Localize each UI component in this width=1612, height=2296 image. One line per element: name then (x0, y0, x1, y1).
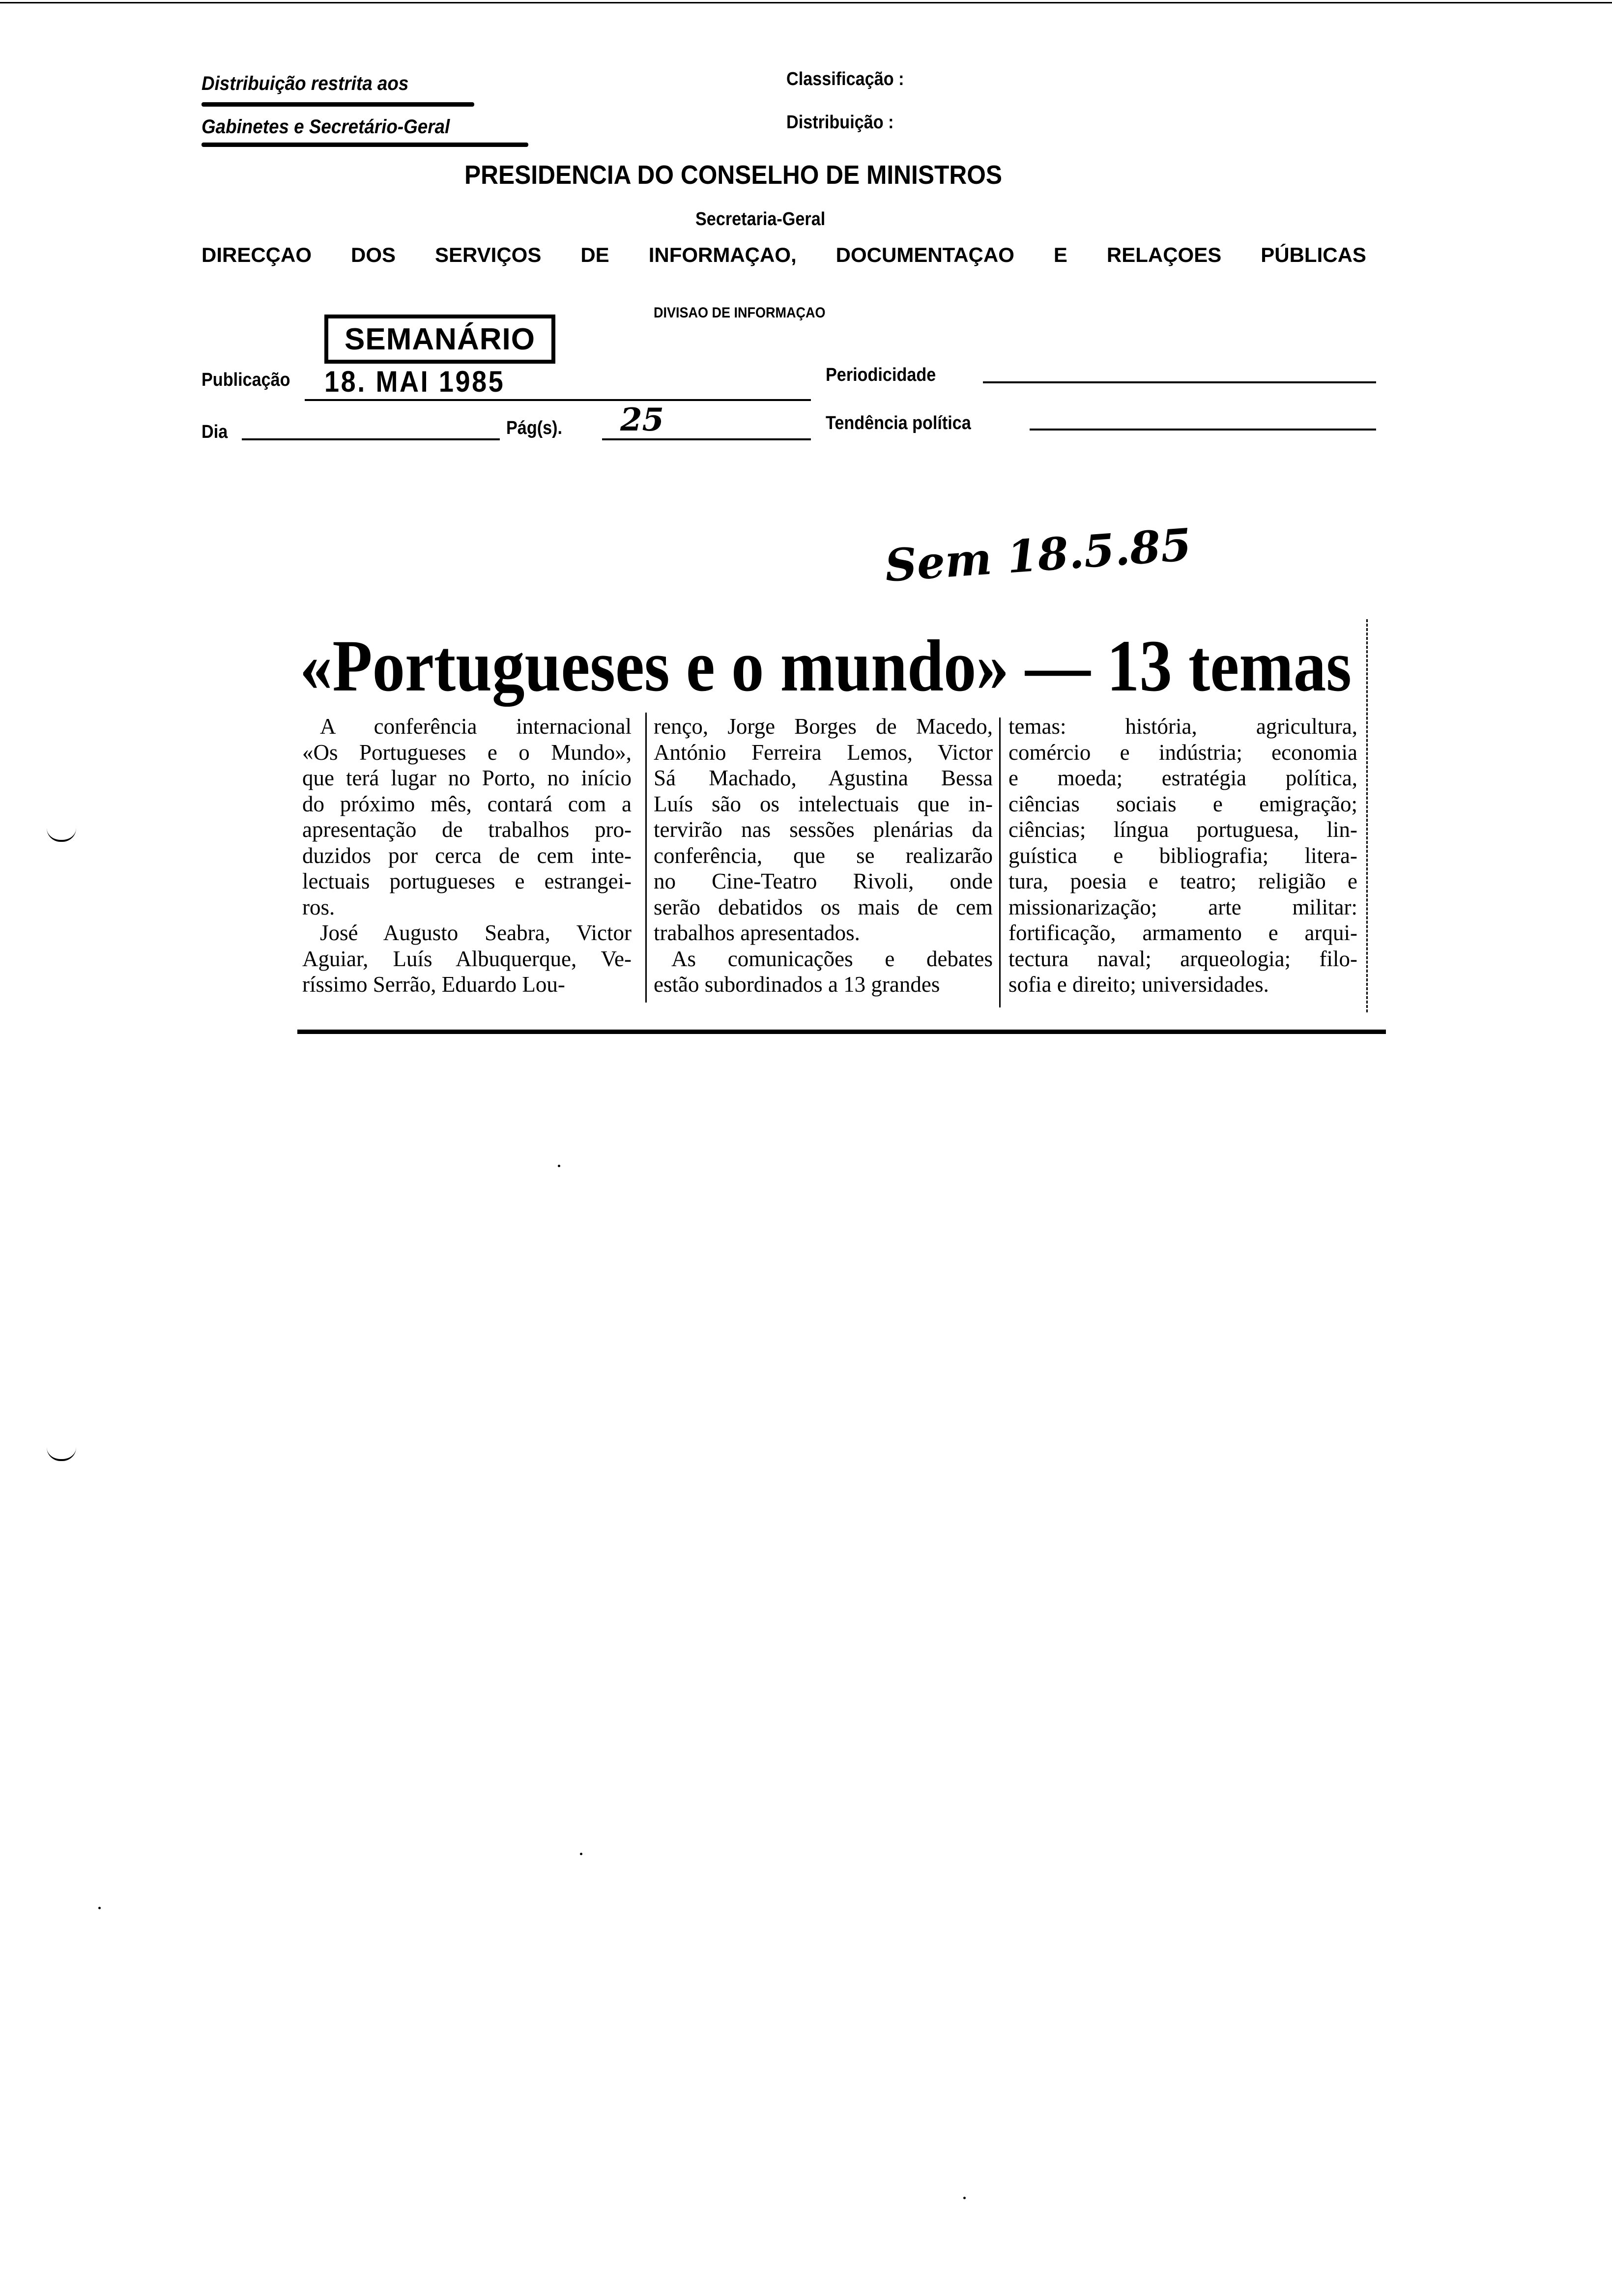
restriction-underline-2 (202, 143, 528, 147)
directorate-title (202, 243, 1366, 267)
directorate-word: DE (580, 243, 609, 266)
tendencia-field-line (1030, 429, 1376, 430)
article-line: ríssimo Serrão, Eduardo Lou- (302, 972, 565, 997)
article-line: guística e bibliografia; litera- (1008, 843, 1357, 868)
article-line: temas: história, agricultura, (1008, 714, 1357, 739)
article-line: Aguiar, Luís Albuquerque, Ve- (302, 946, 632, 971)
article-line: tura, poesia e teatro; religião e (1008, 869, 1357, 893)
scan-speck (963, 2197, 966, 2199)
pags-handwritten-value: 25 (620, 402, 664, 438)
organization-title: PRESIDENCIA DO CONSELHO DE MINISTROS (464, 160, 1002, 190)
article-line: José Augusto Seabra, Victor (320, 920, 632, 945)
date-stamp: 18. MAI 1985 (324, 365, 505, 398)
article-column-2 (654, 714, 993, 998)
article-line: apresentação de trabalhos pro- (302, 817, 632, 842)
restriction-underline-1 (202, 102, 474, 107)
article-bottom-rule (297, 1030, 1386, 1034)
article-column-1 (302, 714, 632, 998)
article-line: ciências sociais e emigração; (1008, 791, 1357, 816)
directorate-word: DOS (351, 243, 396, 266)
department-title: Secretaria-Geral (695, 209, 826, 230)
column-divider-2 (999, 718, 1001, 1007)
restriction-line-2: Gabinetes e Secretário-Geral (202, 116, 450, 138)
article-headline: «Portugueses e o mundo» — 13 temas (300, 625, 1352, 707)
dia-label: Dia (202, 422, 228, 442)
scan-speck (558, 1165, 560, 1167)
article-line: missionarização; arte militar: (1008, 894, 1357, 919)
article-line: no Cine-Teatro Rivoli, onde (654, 869, 993, 893)
article-column-3 (1008, 714, 1357, 998)
article-line: conferência, que se realizarão (654, 843, 993, 868)
scan-speck (580, 1853, 582, 1855)
article-line: António Ferreira Lemos, Victor (654, 740, 993, 765)
periodicidade-label: Periodicidade (826, 365, 936, 385)
article-line: lectuais portugueses e estrangei- (302, 869, 632, 893)
article-line: ros. (302, 894, 335, 919)
article-line: tervirão nas sessões plenárias da (654, 817, 993, 842)
punch-hole-mark (47, 828, 76, 842)
article-line: e moeda; estratégia política, (1008, 766, 1357, 790)
article-line: Luís são os intelectuais que in- (654, 791, 993, 816)
column-divider-1 (645, 713, 647, 1003)
directorate-word: PÚBLICAS (1261, 243, 1366, 266)
directorate-word: SERVIÇOS (435, 243, 542, 266)
article-line: serão debatidos os mais de cem (654, 894, 993, 919)
article-line: Sá Machado, Agustina Bessa (654, 766, 993, 790)
page-top-edge (0, 2, 1612, 3)
article-line: As comunicações e debates (671, 946, 993, 971)
classificacao-label: Classificação : (786, 69, 904, 89)
article-line: «Os Portugueses e o Mundo», (302, 740, 632, 765)
article-line: A conferência internacional (320, 714, 632, 739)
publicacao-field-line (305, 399, 811, 401)
periodicidade-field-line (983, 381, 1376, 383)
pags-field-line (602, 438, 811, 440)
article-line: fortificação, armamento e arqui- (1008, 920, 1357, 945)
handwritten-date-note: Sem 18.5.85 (883, 518, 1193, 592)
right-column-dashed-rule (1366, 619, 1368, 1012)
publicacao-label: Publicação (202, 370, 290, 390)
distribuicao-label: Distribuição : (786, 112, 894, 133)
directorate-word: RELAÇOES (1106, 243, 1222, 266)
punch-hole-mark (47, 1447, 76, 1461)
scan-speck (98, 1907, 101, 1909)
division-title: DIVISAO DE INFORMAÇAO (654, 305, 826, 321)
publication-stamp: SEMANÁRIO (324, 315, 555, 364)
article-line: estão subordinados a 13 grandes (654, 972, 940, 997)
article-line: sofia e direito; universidades. (1008, 972, 1269, 997)
restriction-line-1: Distribuição restrita aos (202, 73, 409, 94)
directorate-word: DOCUMENTAÇAO (835, 243, 1014, 266)
article-line: trabalhos apresentados. (654, 920, 860, 945)
article-line: tectura naval; arqueologia; filo- (1008, 946, 1357, 971)
dia-field-line (242, 438, 500, 440)
directorate-word: E (1053, 243, 1067, 266)
pags-label: Pág(s). (506, 418, 563, 438)
directorate-word: DIRECÇAO (202, 243, 312, 266)
article-line: que terá lugar no Porto, no início (302, 766, 632, 790)
article-line: renço, Jorge Borges de Macedo, (654, 714, 993, 739)
article-line: duzidos por cerca de cem inte- (302, 843, 632, 868)
article-line: do próximo mês, contará com a (302, 791, 632, 816)
article-line: comércio e indústria; economia (1008, 740, 1357, 765)
article-line: ciências; língua portuguesa, lin- (1008, 817, 1357, 842)
tendencia-label: Tendência política (826, 413, 971, 433)
directorate-word: INFORMAÇAO, (648, 243, 797, 266)
